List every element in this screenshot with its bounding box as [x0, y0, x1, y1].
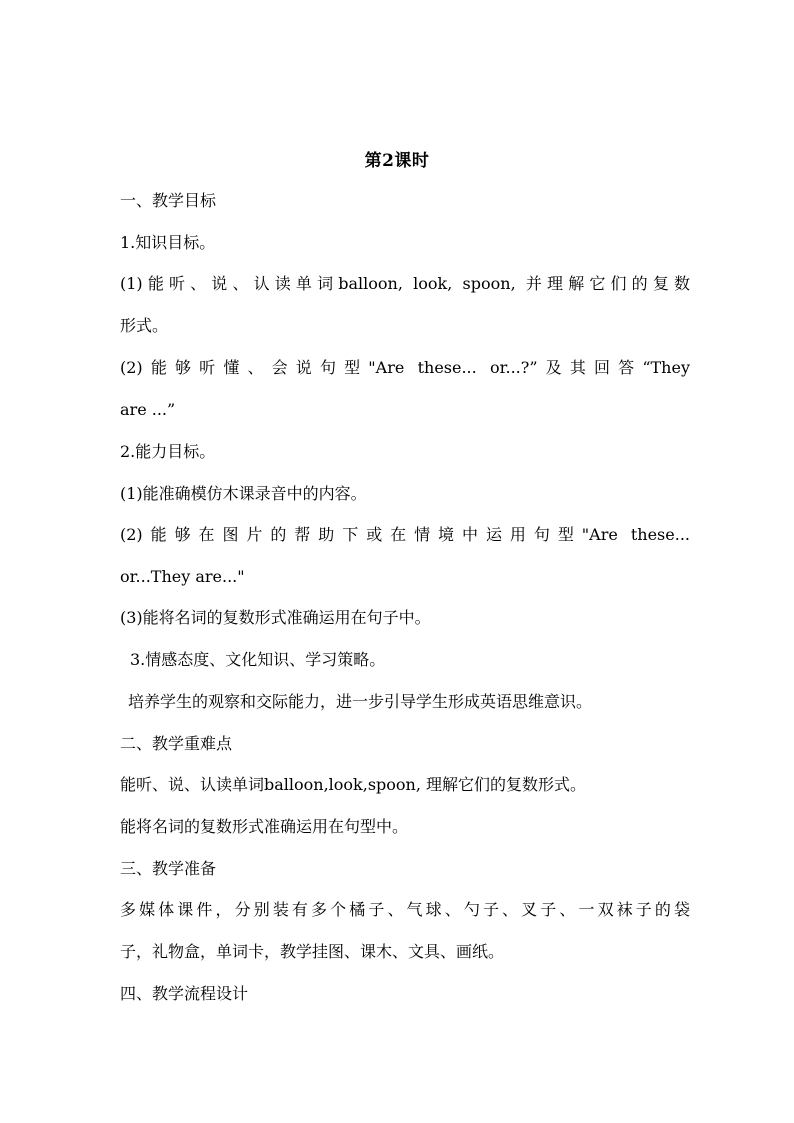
subheading-ability-goals: 2.能力目标。: [120, 442, 216, 461]
ability-goal-3: (3)能将名词的复数形式准确运用在句子中。: [120, 608, 431, 627]
section-heading-preparation: 三、教学准备: [120, 859, 217, 878]
knowledge-goal-2-line-1: (2)能够听懂、会说句型"Are these... or...?”及其回答“They: [120, 358, 690, 377]
key-point-1: 能听、说、认读单词balloon,look,spoon, 理解它们的复数形式。: [120, 775, 587, 794]
key-point-2: 能将名词的复数形式准确运用在句型中。: [120, 817, 409, 836]
affective-goal-text: 培养学生的观察和交际能力，进一步引导学生形成英语思维意识。: [128, 692, 593, 711]
knowledge-goal-1-line-1: (1)能听、说、认读单词balloon, look, spoon, 并理解它们的复数: [120, 274, 690, 293]
preparation-line-1: 多媒体课件，分别装有多个橘子、气球、勺子、叉子、一双袜子的袋: [120, 900, 690, 919]
knowledge-goal-2-line-2: are ...”: [120, 400, 176, 419]
section-heading-objectives: 一、教学目标: [120, 191, 217, 210]
subheading-affective-goals: 3.情感态度、文化知识、学习策略。: [130, 650, 386, 669]
subheading-knowledge-goals: 1.知识目标。: [120, 233, 216, 252]
section-heading-key-points: 二、教学重难点: [120, 734, 233, 753]
preparation-line-2: 子，礼物盒，单词卡，教学挂图、课木、文具、画纸。: [120, 942, 505, 961]
ability-goal-1: (1)能准确模仿木课录音中的内容。: [120, 484, 367, 503]
lesson-title: 第2课时: [364, 151, 430, 171]
ability-goal-2-line-2: or...They are...": [120, 567, 245, 586]
ability-goal-2-line-1: (2)能够在图片的帮助下或在情境中运用句型"Are these...: [120, 525, 690, 544]
section-heading-process: 四、教学流程设计: [120, 984, 249, 1003]
knowledge-goal-1-line-2: 形式。: [120, 316, 169, 335]
